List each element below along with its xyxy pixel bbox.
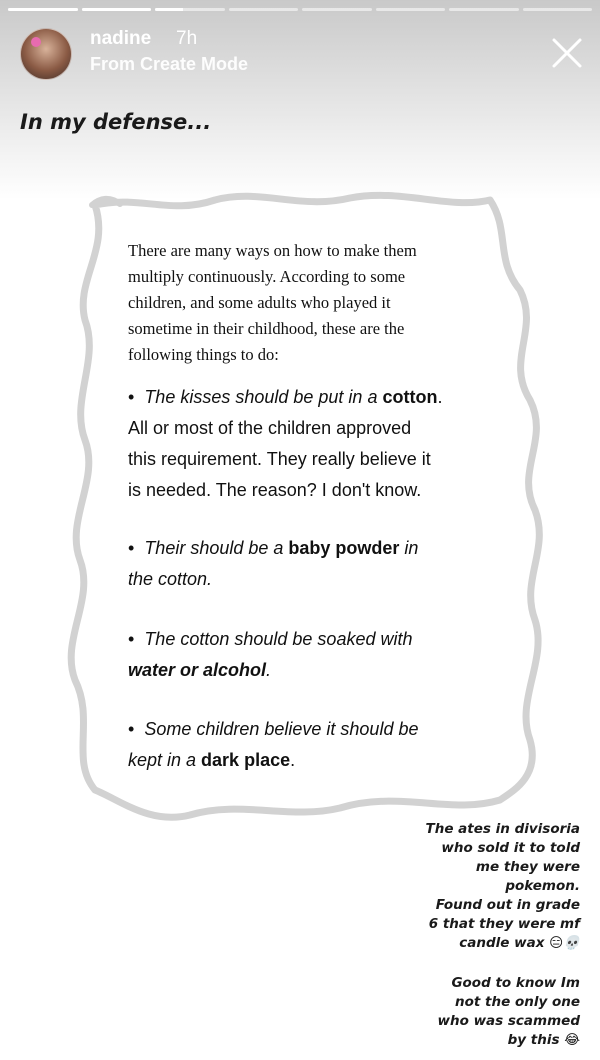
story-text-comment [390, 820, 580, 953]
bullet-text: in [399, 538, 419, 558]
intro-line: multiply continuously. According to some [128, 267, 406, 286]
bullet-text: Some children believe it should be [144, 719, 419, 739]
bullet-text: . [290, 750, 296, 770]
bullet-dot-icon: • [128, 387, 135, 407]
comment-line: pokemon. [505, 878, 580, 894]
intro-line: following things to do: [128, 345, 279, 364]
bullet-text: is needed. The reason? I don't know. [128, 480, 422, 500]
bullet-text: the cotton. [128, 569, 213, 589]
list-item [128, 714, 493, 776]
comment-line: who was scammed [437, 1013, 580, 1029]
comment-line: 6 that they were mf [428, 916, 580, 932]
comment-line: me they were [475, 859, 580, 875]
bullet-text: The kisses should be put in a [144, 387, 383, 407]
bullet-dot-icon: • [128, 719, 135, 739]
comment-line: by this 😂 [507, 1032, 580, 1048]
bullet-text: Their should be a [144, 538, 289, 558]
bullet-dot-icon: • [128, 538, 135, 558]
article-intro [128, 238, 458, 368]
bullet-text: this requirement. They really believe it [128, 449, 431, 469]
bullet-emphasis: water or alcohol [128, 660, 267, 680]
intro-line: There are many ways on how to make them [128, 241, 417, 260]
bullet-text: . [266, 660, 272, 680]
bullet-emphasis: dark place [201, 750, 291, 770]
list-item [128, 624, 493, 686]
story-caption: In my defense... [20, 110, 212, 134]
story-source-label: From Create Mode [90, 54, 249, 74]
list-item [128, 533, 493, 595]
bullet-emphasis: cotton [382, 387, 438, 407]
comment-line: Found out in grade [435, 897, 580, 913]
bullet-text: kept in a [128, 750, 202, 770]
intro-line: sometime in their childhood, these are the [128, 319, 405, 338]
comment-line: Good to know Im [451, 975, 580, 991]
bullet-text: The cotton should be soaked with [144, 629, 413, 649]
comment-line: candle wax 😑💀 [459, 935, 580, 951]
bullet-emphasis: baby powder [288, 538, 400, 558]
comment-line: not the only one [454, 994, 580, 1010]
username[interactable]: nadine [90, 28, 152, 49]
bullet-text: . [437, 387, 443, 407]
bullet-dot-icon: • [128, 629, 135, 649]
list-item [128, 382, 493, 506]
comment-line: The ates in divisoria [425, 821, 580, 837]
intro-line: children, and some adults who played it [128, 293, 391, 312]
bullet-text: All or most of the children approved [128, 418, 412, 438]
post-time: 7h [176, 28, 198, 49]
comment-line: who sold it to told [441, 840, 580, 856]
story-text-comment [390, 974, 580, 1050]
